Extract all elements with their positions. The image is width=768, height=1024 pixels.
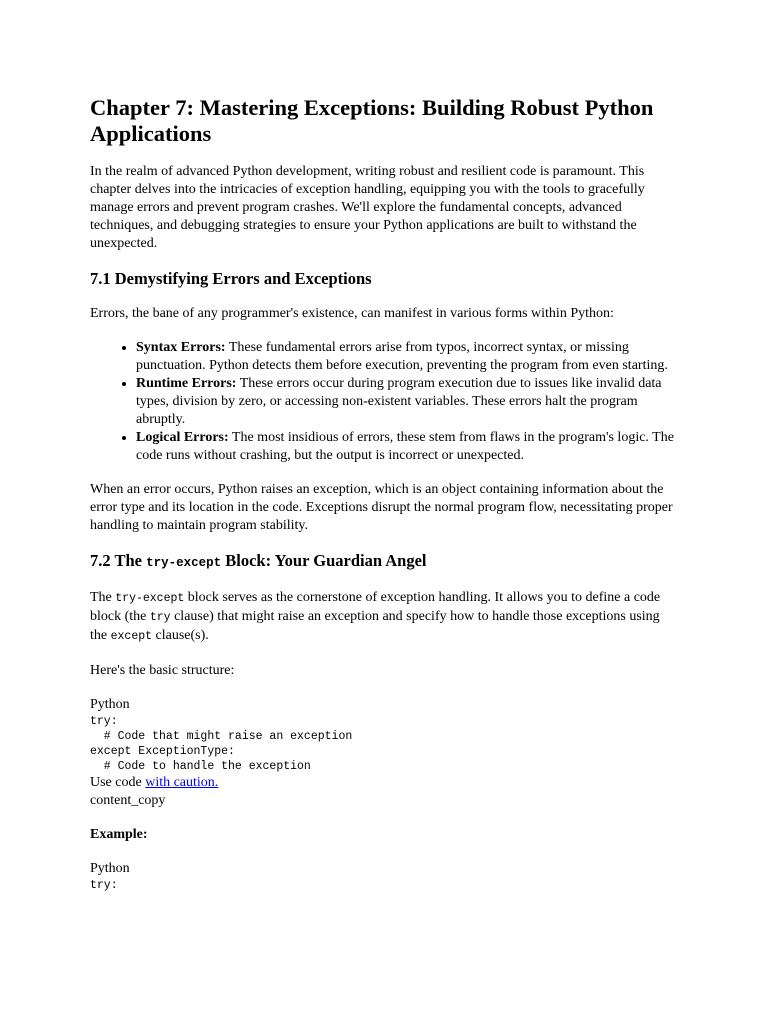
example-language-label: Python	[90, 861, 130, 876]
text-fragment: The	[90, 590, 116, 605]
code-line: try:	[90, 879, 118, 892]
heading-suffix: Block: Your Guardian Angel	[221, 551, 427, 570]
list-item	[136, 339, 678, 375]
text-fragment: clause(s).	[152, 628, 209, 643]
list-item-text: These errors occur during program execution due to issues like invalid data types, division by zero, or accessing non-existent variables. These errors halt the program abruptly.	[136, 376, 662, 427]
section-1-heading: 7.1 Demystifying Errors and Exceptions	[90, 269, 372, 288]
document-page	[90, 95, 678, 893]
list-item-term: Logical Errors:	[136, 430, 229, 445]
inline-code: try	[149, 611, 171, 624]
chapter-title: Chapter 7: Mastering Exceptions: Building Robust Python Applications	[90, 95, 654, 146]
list-item-term: Syntax Errors:	[136, 340, 226, 355]
example-code-block	[90, 878, 678, 893]
text-fragment: block serves as the cornerstone of exception handling. It allows you to define a code block (the	[90, 590, 661, 624]
example-label-text: Example:	[90, 827, 148, 842]
section-1-lead: Errors, the bane of any programmer's existence, can manifest in various forms within Python:	[90, 306, 614, 321]
caution-line	[90, 774, 678, 792]
code-line: # Code to handle the exception	[90, 760, 311, 773]
list-item-text: The most insidious of errors, these stem from flaws in the program's logic. The code runs without crashing, but the output is incorrect or unexpected.	[136, 430, 674, 463]
code-language-label: Python	[90, 697, 130, 712]
section-2-paragraph	[90, 589, 678, 646]
heading-prefix: 7.2 The	[90, 551, 147, 570]
list-item-text: These fundamental errors arise from typos, incorrect syntax, or missing punctuation. Python detects them before execution, preventing the program from even starting.	[136, 340, 668, 373]
structure-lead: Here's the basic structure:	[90, 663, 235, 678]
list-item	[136, 375, 678, 429]
inline-code: try-except	[115, 592, 185, 605]
code-block	[90, 714, 678, 774]
list-item	[136, 429, 678, 465]
caution-link[interactable]: with caution.	[145, 775, 219, 790]
text-fragment: clause) that might raise an exception and specify how to handle those exceptions using the	[90, 609, 660, 643]
code-line: # Code that might raise an exception	[90, 730, 353, 743]
copy-code-button[interactable]: content_copy	[90, 793, 166, 808]
error-types-list	[90, 339, 678, 465]
code-line: try:	[90, 715, 118, 728]
code-line: except ExceptionType:	[90, 745, 235, 758]
section-2-heading	[90, 551, 678, 573]
heading-code: try-except	[146, 556, 222, 570]
inline-code: except	[110, 630, 153, 643]
intro-paragraph: In the realm of advanced Python development, writing robust and resilient code is paramount. This chapter delves into the intricacies of exception handling, equipping you with the tools to gracefully manage errors and prevent program crashes. We'll explore the fundamental concepts, advanced techniques, and debugging strategies to ensure your Python applications are built to withstand the unexpected.	[90, 164, 645, 251]
caution-prefix: Use code	[90, 775, 146, 790]
list-item-term: Runtime Errors:	[136, 376, 237, 391]
example-label	[90, 826, 678, 844]
section-1-closing: When an error occurs, Python raises an exception, which is an object containing information about the error type and its location in the code. Exceptions disrupt the normal program flow, necessitating proper handling to maintain program stability.	[90, 482, 673, 533]
